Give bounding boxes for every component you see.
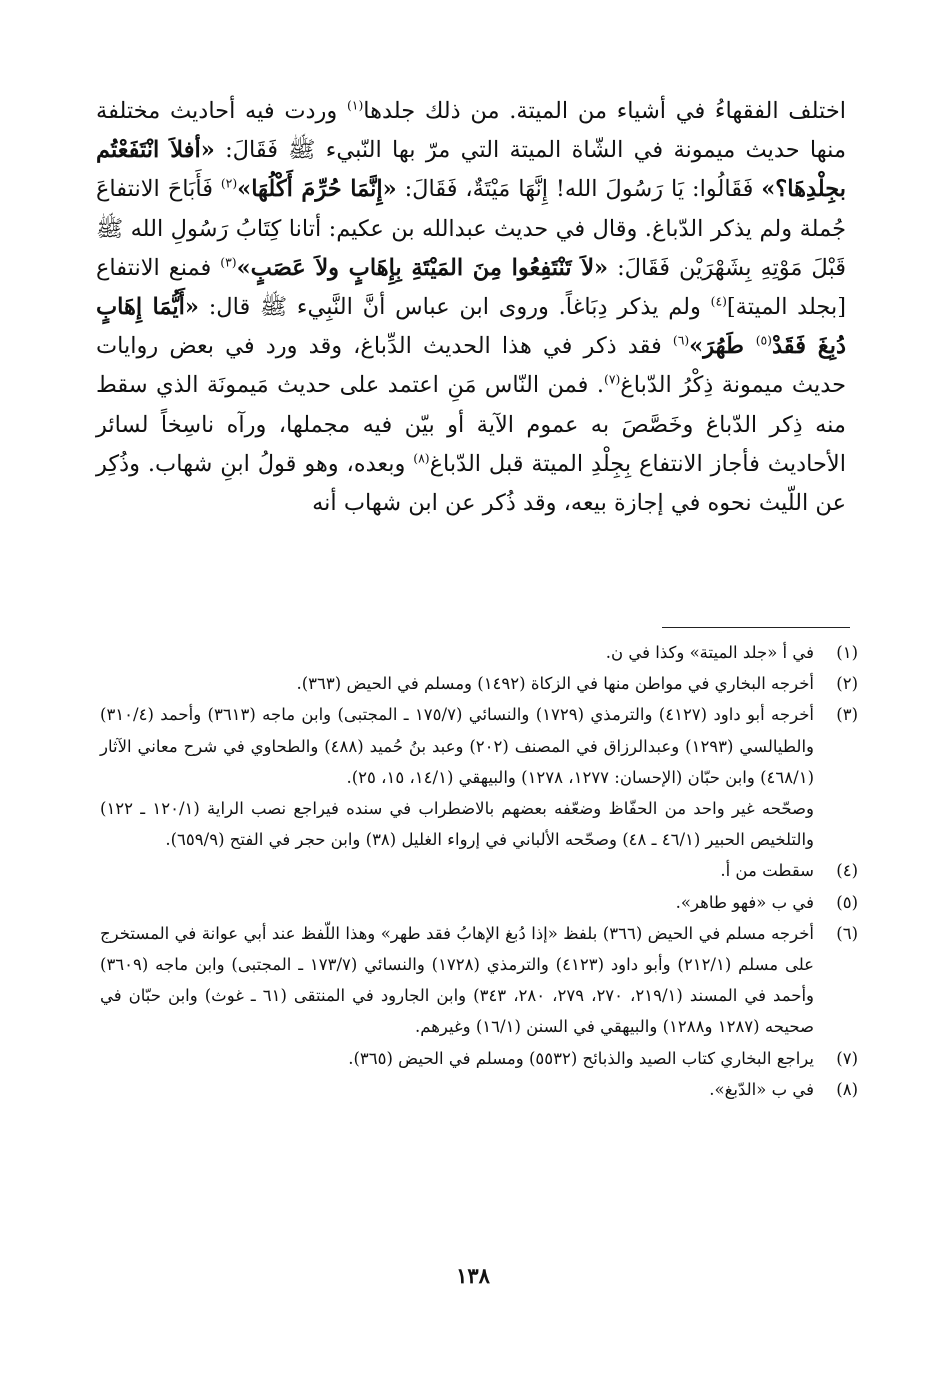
footnote-text: في أ «جلد الميتة» وكذا في ن.	[605, 643, 814, 662]
footnote	[100, 637, 858, 668]
hadith-quote: «إِنَّمَا حُرِّمَ أَكْلُهَا»	[237, 176, 397, 203]
body-text: وردت فيه أحاديث مختلفة منها حديث ميمونة في الشّاة الميتة التي مرّ بها النّبيء ﷺ فَقَالَ:	[96, 98, 846, 164]
footnotes-section	[100, 637, 858, 1105]
footnote-separator-line	[662, 627, 850, 628]
body-text: اختلف الفقهاءُ في أشياء من الميتة. من ذلك جلدها	[363, 98, 846, 124]
footnote-continuation: وصحّحه غير واحد من الحفّاظ وضعّفه بعضهم بالاضطراب في سنده فيراجع نصب الراية (١٢٠/١ ـ ١٢٢) والتلخيص الحبير (٤٦/١ ـ ٤٨) وصحّحه الألباني في إرواء الغليل (٣٨) وابن حجر في الفتح (٦٥٩/٩).	[100, 799, 815, 850]
footnote-number: (٣)	[836, 705, 858, 725]
body-text: ولم يذكر دِبَاغاً. وروى ابن عباس أنَّ النَّبِيء ﷺ قال:	[199, 294, 711, 321]
footnote-number: (٤)	[836, 861, 858, 881]
footnote-text: أخرجه البخاري في مواطن منها في الزكاة (١٤٩٢) ومسلم في الحيض (٣٦٣).	[296, 674, 814, 694]
body-text: . فمن النّاس مَنِ اعتمد على حديث مَيمونَة الذي سقط منه ذِكر الدّباغ وخَصَّصَ به عموم الآية أو بيّن فيه مجملها، ورآه ناسِخاً لسائر الأحاديث فأجاز الانتفاع بِجِلْدِ الميتة قبل الدّباغ	[96, 372, 846, 477]
hadith-quote: «أفلاَ انْتَفَعْتُم بجِلْدِهَا؟»	[96, 137, 847, 203]
page-number: ١٣٨	[456, 1263, 490, 1288]
footnote-text: سقطت من أ.	[720, 861, 814, 881]
footnote-reference: (١)	[346, 98, 364, 113]
body-text: فقد ذكر في هذا الحديث الدِّباغ، وقد ورد في بعض روايات حديث ميمونة ذِكْرُ الدّباغ	[96, 333, 846, 399]
footnote	[100, 887, 858, 918]
footnote-number: (٨)	[836, 1079, 858, 1099]
footnote-text: في ب «الدّبغ».	[709, 1079, 814, 1099]
footnote-text: أخرجه أبو داود (٤١٢٧) والترمذي (١٧٢٩) والنسائي (١٧٥/٧ ـ المجتبى) وابن ماجه (٣٦١٣) وأحمد (٣١٠/٤) والطيالسي (١٢٩٣) وعبدالرزاق في المصنف (٢٠٢) وعبد بنُ حُميد (٤٨٨) والطحاوي في شرح معاني الآثار (٤٦٨/١) وابن حبّان (الإحسان: ١٢٧٧، ١٢٧٨) والبيهقي (١٤/١، ١٥، ٢٥).	[100, 705, 815, 787]
footnote	[100, 855, 858, 886]
body-text: وبعده، وهو قولُ ابنِ شهاب. وذُكِر عن اللّيث نحوه في إجازة بيعه، وقد ذُكر عن ابن شهاب أنه	[96, 450, 846, 517]
body-text: فمنع الانتفاع [بجلد الميتة]	[96, 254, 846, 321]
footnote-number: (٥)	[836, 892, 858, 912]
footnote	[100, 699, 858, 793]
footnote-reference: (٣)	[220, 255, 237, 270]
footnote-reference: (٨)	[413, 451, 430, 466]
footnote	[100, 668, 858, 699]
footnote	[100, 1043, 858, 1074]
footnote-text: أخرجه مسلم في الحيض (٣٦٦) بلفظ «إذا دُبغ الإهابُ فقد طهر» وهذا اللّفظ عند أبي عوانة في المستخرج على مسلم (٢١٢/١) وأبو داود (٤١٢٣) والترمذي (١٧٢٨) والنسائي (١٧٣/٧ ـ المجتبى) وابن ماجه (٣٦٠٩) وأحمد في المسند (٢١٩/١، ٢٧٠، ٢٧٩، ٢٨٠، ٣٤٣) وابن الجارود في المنتقى (٦١ ـ غوث) وابن حبّان في صحيحه (١٢٨٧ و١٢٨٨) والبيهقي في السنن (١٦/١) وغيرهم.	[100, 923, 815, 1037]
footnote-text: يراجع البخاري كتاب الصيد والذبائح (٥٥٣٢) ومسلم في الحيض (٣٦٥).	[348, 1048, 814, 1068]
footnote	[100, 918, 858, 1043]
footnote-reference: (٦)	[672, 333, 690, 348]
footnote-reference: (٢)	[220, 176, 238, 191]
footnote	[100, 1074, 858, 1105]
footnote-reference: (٤)	[710, 294, 727, 309]
footnote-number: (٧)	[836, 1048, 858, 1068]
body-text: فَقَالُوا: يَا رَسُولَ الله! إِنَّهَا مَيْتَةٌ، فَقَالَ:	[396, 176, 762, 203]
hadith-quote: «لاَ تَنْتَفِعُوا مِنَ المَيْتَةِ بِإِهَابٍ ولاَ عَصَبٍ»	[236, 254, 609, 281]
footnote-reference: (٧)	[604, 372, 621, 387]
footnote-reference: (٥)	[755, 333, 772, 348]
main-paragraph	[96, 92, 846, 523]
hadith-quote: طَهُرَ»	[689, 333, 756, 360]
footnote-number: (١)	[836, 643, 858, 662]
footnote-number: (٢)	[836, 674, 858, 694]
hadith-quote: «أَيُّمَا إِهَابٍ دُبِغَ فَقَدْ	[96, 294, 846, 360]
footnote-text: في ب «فهو طاهر».	[675, 892, 814, 912]
body-text: فَأَبَاحَ الانتفاعَ جُملة ولم يذكر الدّباغ. وقال في حديث عبدالله بن عكيم: أتانا كِتَابُ رَسُولِ الله ﷺ قَبْلَ مَوْتِهِ بِشَهْرَيْن فَقَالَ:	[96, 176, 846, 281]
footnote-number: (٦)	[836, 923, 858, 943]
